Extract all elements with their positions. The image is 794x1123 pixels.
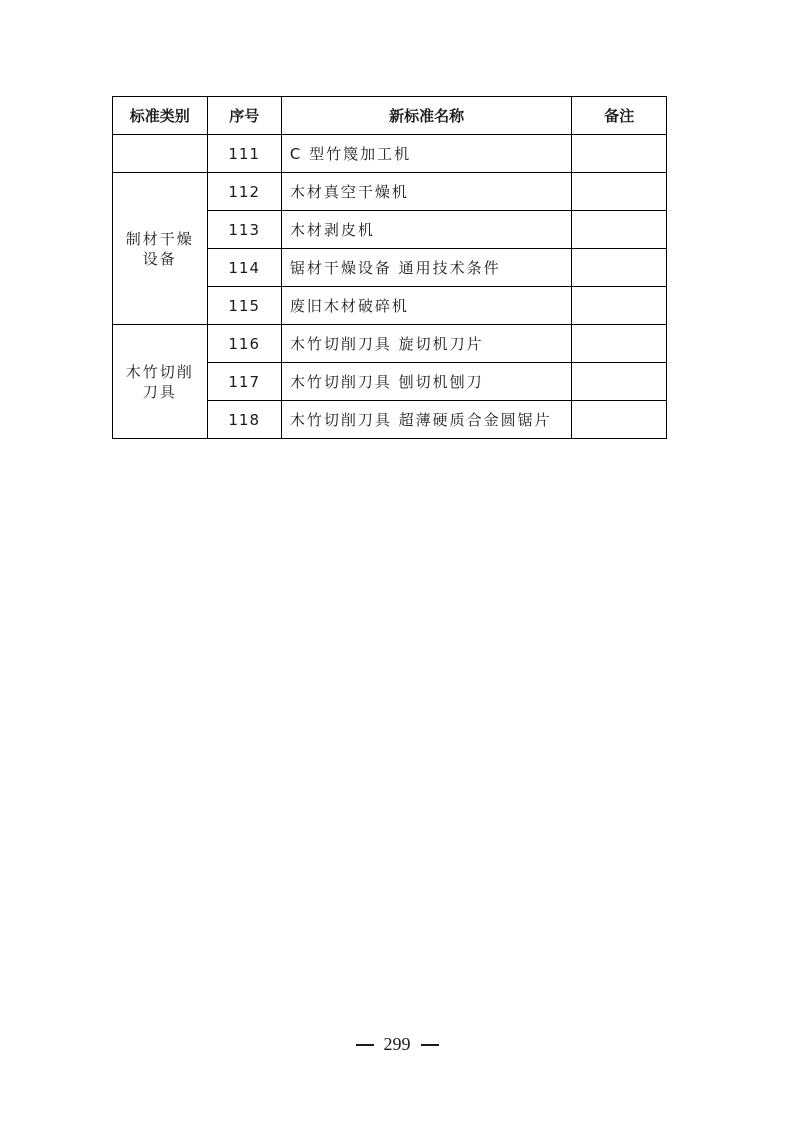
header-category: 标准类别 <box>113 97 208 135</box>
note-cell <box>572 249 667 287</box>
page-footer <box>0 1034 794 1055</box>
note-cell <box>572 401 667 439</box>
category-line: 刀具 <box>142 382 177 401</box>
number-cell: 118 <box>207 401 281 439</box>
name-cell: C 型竹篾加工机 <box>281 135 572 173</box>
table-header-row <box>113 97 667 135</box>
header-name: 新标准名称 <box>281 97 572 135</box>
number-cell: 113 <box>207 211 281 249</box>
name-cell: 木材真空干燥机 <box>281 173 572 211</box>
name-cell: 木竹切削刀具 超薄硬质合金圆锯片 <box>281 401 572 439</box>
page-number: 299 <box>383 1034 411 1054</box>
number-cell: 116 <box>207 325 281 363</box>
category-cell-cutting-tools <box>113 325 208 439</box>
category-line: 设备 <box>142 249 177 268</box>
header-note: 备注 <box>572 97 667 135</box>
category-cell <box>113 135 208 173</box>
number-cell: 111 <box>207 135 281 173</box>
table-row <box>113 325 667 363</box>
category-line: 制材干燥 <box>125 229 194 248</box>
name-cell: 锯材干燥设备 通用技术条件 <box>281 249 572 287</box>
category-line: 木竹切削 <box>125 362 194 381</box>
name-cell: 木材剥皮机 <box>281 211 572 249</box>
number-cell: 115 <box>207 287 281 325</box>
right-dash <box>421 1044 439 1046</box>
table-row <box>113 173 667 211</box>
note-cell <box>572 287 667 325</box>
note-cell <box>572 135 667 173</box>
header-number: 序号 <box>207 97 281 135</box>
number-cell: 114 <box>207 249 281 287</box>
note-cell <box>572 173 667 211</box>
left-dash <box>356 1044 374 1046</box>
table-row <box>113 135 667 173</box>
note-cell <box>572 211 667 249</box>
name-cell: 木竹切削刀具 旋切机刀片 <box>281 325 572 363</box>
category-cell-drying-equipment <box>113 173 208 325</box>
name-cell: 木竹切削刀具 刨切机刨刀 <box>281 363 572 401</box>
name-cell: 废旧木材破碎机 <box>281 287 572 325</box>
note-cell <box>572 325 667 363</box>
note-cell <box>572 363 667 401</box>
standards-table <box>112 96 667 439</box>
number-cell: 112 <box>207 173 281 211</box>
number-cell: 117 <box>207 363 281 401</box>
